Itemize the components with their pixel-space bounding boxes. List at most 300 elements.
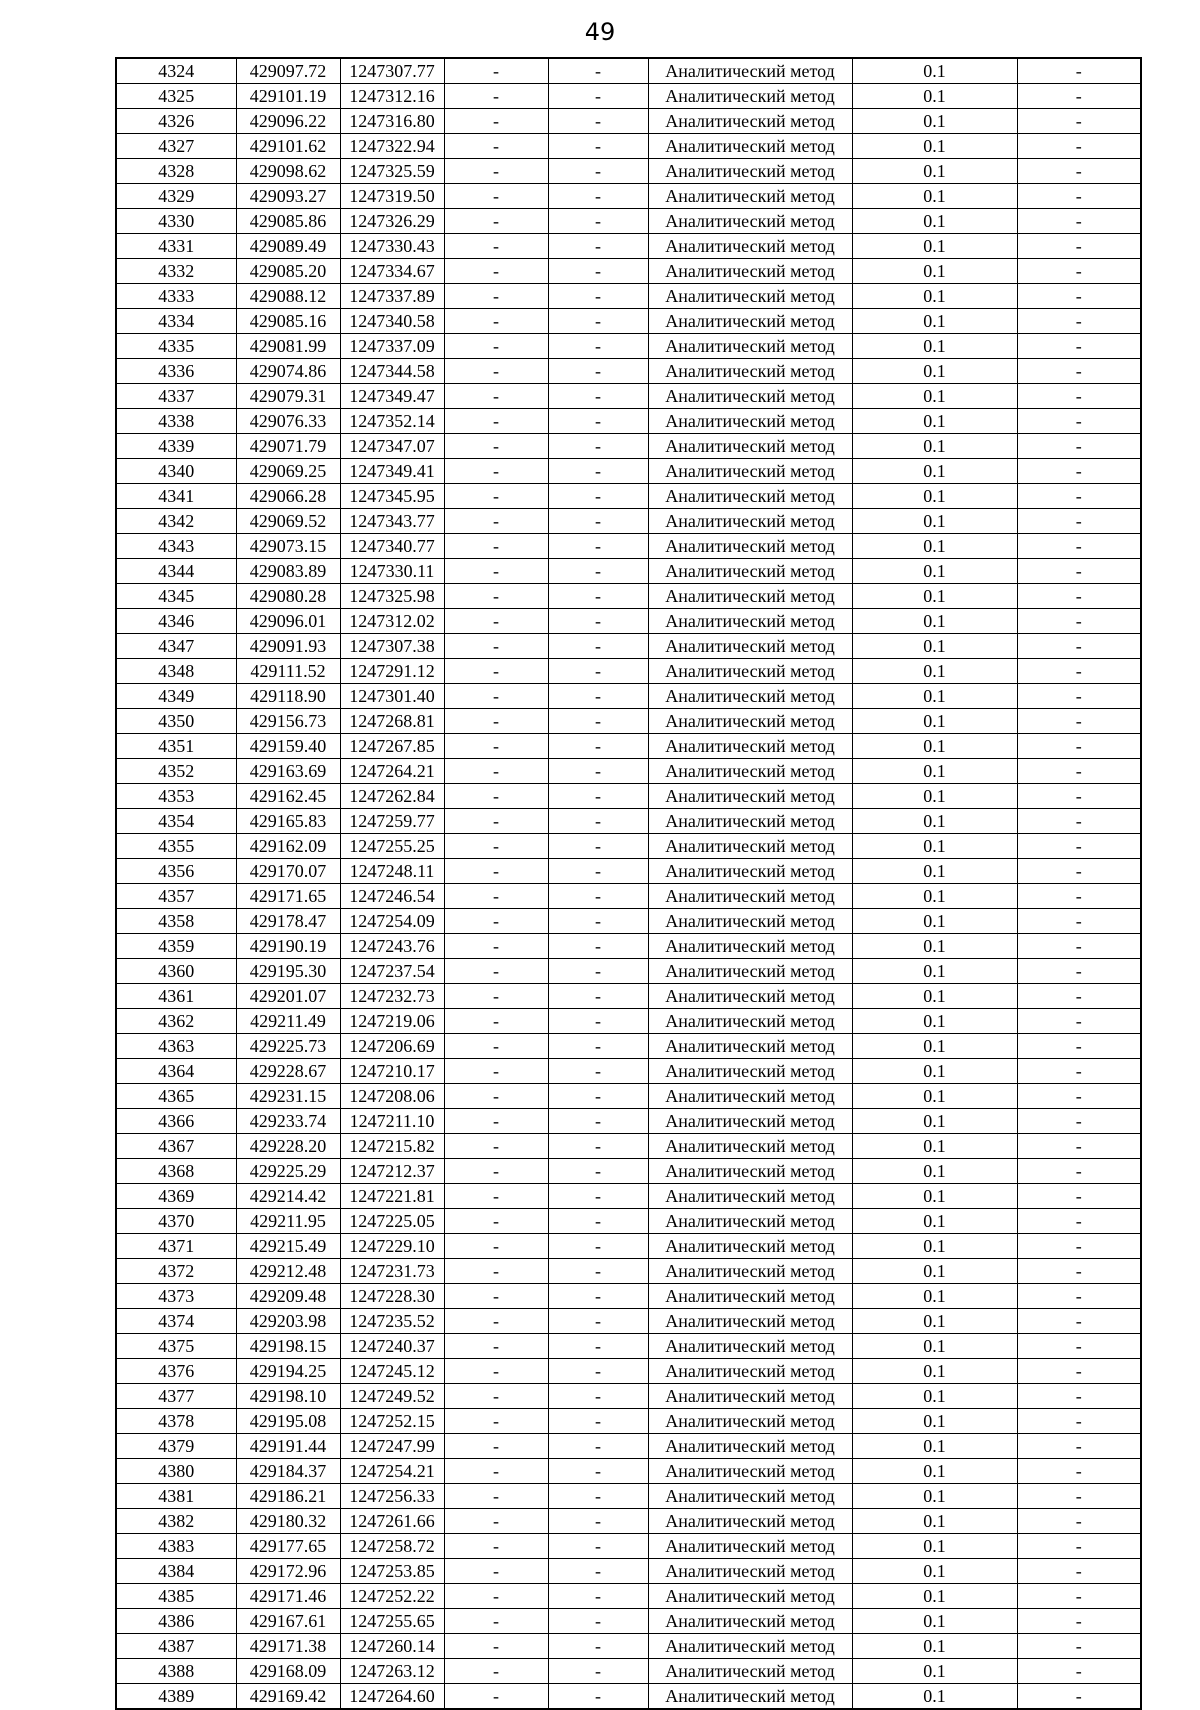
- table-row: [116, 1259, 1141, 1284]
- empty-cell-1: -: [444, 659, 548, 684]
- method-cell: Аналитический метод: [648, 459, 852, 484]
- method-cell: Аналитический метод: [648, 1184, 852, 1209]
- empty-cell-3: -: [1017, 959, 1141, 984]
- point-number-cell: 4326: [116, 109, 236, 134]
- x-coordinate-cell: 429184.37: [236, 1459, 340, 1484]
- y-coordinate-cell: 1247330.43: [340, 234, 444, 259]
- empty-cell-3: -: [1017, 1209, 1141, 1234]
- x-coordinate-cell: 429228.67: [236, 1059, 340, 1084]
- point-number-cell: 4384: [116, 1559, 236, 1584]
- point-number-cell: 4371: [116, 1234, 236, 1259]
- empty-cell-1: -: [444, 1309, 548, 1334]
- point-number-cell: 4349: [116, 684, 236, 709]
- empty-cell-3: -: [1017, 334, 1141, 359]
- table-row: [116, 334, 1141, 359]
- empty-cell-2: -: [548, 58, 648, 84]
- table-row: [116, 884, 1141, 909]
- point-number-cell: 4343: [116, 534, 236, 559]
- accuracy-cell: 0.1: [852, 1659, 1017, 1684]
- empty-cell-1: -: [444, 84, 548, 109]
- empty-cell-2: -: [548, 734, 648, 759]
- accuracy-cell: 0.1: [852, 1684, 1017, 1710]
- accuracy-cell: 0.1: [852, 359, 1017, 384]
- y-coordinate-cell: 1247210.17: [340, 1059, 444, 1084]
- point-number-cell: 4361: [116, 984, 236, 1009]
- table-row: [116, 134, 1141, 159]
- point-number-cell: 4386: [116, 1609, 236, 1634]
- empty-cell-2: -: [548, 1459, 648, 1484]
- empty-cell-2: -: [548, 1359, 648, 1384]
- y-coordinate-cell: 1247243.76: [340, 934, 444, 959]
- x-coordinate-cell: 429194.25: [236, 1359, 340, 1384]
- x-coordinate-cell: 429101.62: [236, 134, 340, 159]
- empty-cell-1: -: [444, 284, 548, 309]
- empty-cell-2: -: [548, 584, 648, 609]
- point-number-cell: 4331: [116, 234, 236, 259]
- empty-cell-2: -: [548, 184, 648, 209]
- y-coordinate-cell: 1247215.82: [340, 1134, 444, 1159]
- empty-cell-1: -: [444, 584, 548, 609]
- empty-cell-1: -: [444, 634, 548, 659]
- y-coordinate-cell: 1247219.06: [340, 1009, 444, 1034]
- accuracy-cell: 0.1: [852, 1609, 1017, 1634]
- empty-cell-1: -: [444, 1284, 548, 1309]
- y-coordinate-cell: 1247352.14: [340, 409, 444, 434]
- point-number-cell: 4334: [116, 309, 236, 334]
- x-coordinate-cell: 429178.47: [236, 909, 340, 934]
- empty-cell-1: -: [444, 1534, 548, 1559]
- empty-cell-1: -: [444, 1109, 548, 1134]
- empty-cell-1: -: [444, 1409, 548, 1434]
- x-coordinate-cell: 429101.19: [236, 84, 340, 109]
- x-coordinate-cell: 429162.45: [236, 784, 340, 809]
- x-coordinate-cell: 429225.73: [236, 1034, 340, 1059]
- x-coordinate-cell: 429159.40: [236, 734, 340, 759]
- accuracy-cell: 0.1: [852, 1109, 1017, 1134]
- method-cell: Аналитический метод: [648, 609, 852, 634]
- point-number-cell: 4348: [116, 659, 236, 684]
- empty-cell-2: -: [548, 1484, 648, 1509]
- table-row: [116, 209, 1141, 234]
- empty-cell-3: -: [1017, 259, 1141, 284]
- empty-cell-3: -: [1017, 184, 1141, 209]
- accuracy-cell: 0.1: [852, 634, 1017, 659]
- y-coordinate-cell: 1247307.38: [340, 634, 444, 659]
- y-coordinate-cell: 1247312.16: [340, 84, 444, 109]
- point-number-cell: 4365: [116, 1084, 236, 1109]
- y-coordinate-cell: 1247259.77: [340, 809, 444, 834]
- x-coordinate-cell: 429233.74: [236, 1109, 340, 1134]
- empty-cell-2: -: [548, 1334, 648, 1359]
- empty-cell-2: -: [548, 1609, 648, 1634]
- empty-cell-2: -: [548, 259, 648, 284]
- empty-cell-3: -: [1017, 159, 1141, 184]
- table-row: [116, 609, 1141, 634]
- x-coordinate-cell: 429168.09: [236, 1659, 340, 1684]
- method-cell: Аналитический метод: [648, 1159, 852, 1184]
- table-row: [116, 1584, 1141, 1609]
- x-coordinate-cell: 429118.90: [236, 684, 340, 709]
- empty-cell-2: -: [548, 1509, 648, 1534]
- x-coordinate-cell: 429215.49: [236, 1234, 340, 1259]
- empty-cell-1: -: [444, 534, 548, 559]
- x-coordinate-cell: 429069.52: [236, 509, 340, 534]
- empty-cell-1: -: [444, 784, 548, 809]
- table-row: [116, 384, 1141, 409]
- y-coordinate-cell: 1247246.54: [340, 884, 444, 909]
- accuracy-cell: 0.1: [852, 784, 1017, 809]
- y-coordinate-cell: 1247319.50: [340, 184, 444, 209]
- method-cell: Аналитический метод: [648, 659, 852, 684]
- empty-cell-2: -: [548, 484, 648, 509]
- empty-cell-2: -: [548, 559, 648, 584]
- table-row: [116, 184, 1141, 209]
- y-coordinate-cell: 1247326.29: [340, 209, 444, 234]
- method-cell: Аналитический метод: [648, 809, 852, 834]
- point-number-cell: 4353: [116, 784, 236, 809]
- accuracy-cell: 0.1: [852, 1159, 1017, 1184]
- table-row: [116, 1309, 1141, 1334]
- table-row: [116, 84, 1141, 109]
- method-cell: Аналитический метод: [648, 984, 852, 1009]
- method-cell: Аналитический метод: [648, 1509, 852, 1534]
- empty-cell-2: -: [548, 1384, 648, 1409]
- empty-cell-2: -: [548, 109, 648, 134]
- accuracy-cell: 0.1: [852, 1309, 1017, 1334]
- method-cell: Аналитический метод: [648, 1259, 852, 1284]
- x-coordinate-cell: 429071.79: [236, 434, 340, 459]
- accuracy-cell: 0.1: [852, 1559, 1017, 1584]
- y-coordinate-cell: 1247231.73: [340, 1259, 444, 1284]
- x-coordinate-cell: 429091.93: [236, 634, 340, 659]
- empty-cell-1: -: [444, 609, 548, 634]
- empty-cell-1: -: [444, 1059, 548, 1084]
- accuracy-cell: 0.1: [852, 384, 1017, 409]
- point-number-cell: 4375: [116, 1334, 236, 1359]
- point-number-cell: 4355: [116, 834, 236, 859]
- coordinates-table: [115, 57, 1142, 1710]
- empty-cell-3: -: [1017, 834, 1141, 859]
- point-number-cell: 4374: [116, 1309, 236, 1334]
- method-cell: Аналитический метод: [648, 1309, 852, 1334]
- point-number-cell: 4328: [116, 159, 236, 184]
- empty-cell-1: -: [444, 1559, 548, 1584]
- point-number-cell: 4358: [116, 909, 236, 934]
- empty-cell-3: -: [1017, 58, 1141, 84]
- y-coordinate-cell: 1247255.65: [340, 1609, 444, 1634]
- method-cell: Аналитический метод: [648, 759, 852, 784]
- y-coordinate-cell: 1247325.98: [340, 584, 444, 609]
- empty-cell-1: -: [444, 759, 548, 784]
- empty-cell-2: -: [548, 1259, 648, 1284]
- point-number-cell: 4346: [116, 609, 236, 634]
- method-cell: Аналитический метод: [648, 1059, 852, 1084]
- y-coordinate-cell: 1247301.40: [340, 684, 444, 709]
- table-row: [116, 1534, 1141, 1559]
- accuracy-cell: 0.1: [852, 959, 1017, 984]
- method-cell: Аналитический метод: [648, 1409, 852, 1434]
- accuracy-cell: 0.1: [852, 1134, 1017, 1159]
- empty-cell-2: -: [548, 909, 648, 934]
- empty-cell-3: -: [1017, 459, 1141, 484]
- x-coordinate-cell: 429171.65: [236, 884, 340, 909]
- method-cell: Аналитический метод: [648, 909, 852, 934]
- accuracy-cell: 0.1: [852, 109, 1017, 134]
- y-coordinate-cell: 1247264.21: [340, 759, 444, 784]
- accuracy-cell: 0.1: [852, 459, 1017, 484]
- empty-cell-1: -: [444, 734, 548, 759]
- point-number-cell: 4354: [116, 809, 236, 834]
- empty-cell-2: -: [548, 934, 648, 959]
- method-cell: Аналитический метод: [648, 1084, 852, 1109]
- x-coordinate-cell: 429162.09: [236, 834, 340, 859]
- empty-cell-1: -: [444, 1184, 548, 1209]
- empty-cell-1: -: [444, 334, 548, 359]
- y-coordinate-cell: 1247247.99: [340, 1434, 444, 1459]
- empty-cell-3: -: [1017, 1384, 1141, 1409]
- point-number-cell: 4335: [116, 334, 236, 359]
- table-row: [116, 1209, 1141, 1234]
- empty-cell-2: -: [548, 1284, 648, 1309]
- method-cell: Аналитический метод: [648, 1459, 852, 1484]
- y-coordinate-cell: 1247206.69: [340, 1034, 444, 1059]
- y-coordinate-cell: 1247225.05: [340, 1209, 444, 1234]
- method-cell: Аналитический метод: [648, 1684, 852, 1710]
- accuracy-cell: 0.1: [852, 584, 1017, 609]
- empty-cell-3: -: [1017, 934, 1141, 959]
- y-coordinate-cell: 1247344.58: [340, 359, 444, 384]
- y-coordinate-cell: 1247232.73: [340, 984, 444, 1009]
- method-cell: Аналитический метод: [648, 1634, 852, 1659]
- accuracy-cell: 0.1: [852, 259, 1017, 284]
- accuracy-cell: 0.1: [852, 1634, 1017, 1659]
- empty-cell-2: -: [548, 284, 648, 309]
- table-row: [116, 434, 1141, 459]
- empty-cell-1: -: [444, 1359, 548, 1384]
- empty-cell-3: -: [1017, 1234, 1141, 1259]
- table-row: [116, 284, 1141, 309]
- y-coordinate-cell: 1247253.85: [340, 1559, 444, 1584]
- accuracy-cell: 0.1: [852, 734, 1017, 759]
- point-number-cell: 4367: [116, 1134, 236, 1159]
- x-coordinate-cell: 429211.95: [236, 1209, 340, 1234]
- empty-cell-3: -: [1017, 784, 1141, 809]
- x-coordinate-cell: 429073.15: [236, 534, 340, 559]
- accuracy-cell: 0.1: [852, 309, 1017, 334]
- empty-cell-2: -: [548, 234, 648, 259]
- empty-cell-2: -: [548, 1209, 648, 1234]
- table-row: [116, 1409, 1141, 1434]
- x-coordinate-cell: 429096.01: [236, 609, 340, 634]
- method-cell: Аналитический метод: [648, 1359, 852, 1384]
- empty-cell-3: -: [1017, 534, 1141, 559]
- point-number-cell: 4340: [116, 459, 236, 484]
- accuracy-cell: 0.1: [852, 1184, 1017, 1209]
- method-cell: Аналитический метод: [648, 859, 852, 884]
- empty-cell-3: -: [1017, 909, 1141, 934]
- empty-cell-2: -: [548, 509, 648, 534]
- empty-cell-3: -: [1017, 809, 1141, 834]
- table-row: [116, 1184, 1141, 1209]
- empty-cell-1: -: [444, 1509, 548, 1534]
- empty-cell-1: -: [444, 234, 548, 259]
- empty-cell-3: -: [1017, 1434, 1141, 1459]
- accuracy-cell: 0.1: [852, 284, 1017, 309]
- accuracy-cell: 0.1: [852, 559, 1017, 584]
- empty-cell-3: -: [1017, 634, 1141, 659]
- empty-cell-2: -: [548, 1009, 648, 1034]
- empty-cell-2: -: [548, 209, 648, 234]
- empty-cell-2: -: [548, 959, 648, 984]
- x-coordinate-cell: 429211.49: [236, 1009, 340, 1034]
- accuracy-cell: 0.1: [852, 1009, 1017, 1034]
- method-cell: Аналитический метод: [648, 584, 852, 609]
- accuracy-cell: 0.1: [852, 134, 1017, 159]
- empty-cell-3: -: [1017, 234, 1141, 259]
- empty-cell-2: -: [548, 459, 648, 484]
- empty-cell-1: -: [444, 1684, 548, 1710]
- method-cell: Аналитический метод: [648, 284, 852, 309]
- method-cell: Аналитический метод: [648, 134, 852, 159]
- empty-cell-3: -: [1017, 709, 1141, 734]
- table-row: [116, 309, 1141, 334]
- empty-cell-3: -: [1017, 859, 1141, 884]
- x-coordinate-cell: 429191.44: [236, 1434, 340, 1459]
- x-coordinate-cell: 429080.28: [236, 584, 340, 609]
- x-coordinate-cell: 429209.48: [236, 1284, 340, 1309]
- y-coordinate-cell: 1247258.72: [340, 1534, 444, 1559]
- accuracy-cell: 0.1: [852, 1584, 1017, 1609]
- y-coordinate-cell: 1247268.81: [340, 709, 444, 734]
- accuracy-cell: 0.1: [852, 1409, 1017, 1434]
- x-coordinate-cell: 429171.46: [236, 1584, 340, 1609]
- y-coordinate-cell: 1247260.14: [340, 1634, 444, 1659]
- empty-cell-2: -: [548, 384, 648, 409]
- empty-cell-2: -: [548, 434, 648, 459]
- empty-cell-3: -: [1017, 1684, 1141, 1710]
- empty-cell-2: -: [548, 1684, 648, 1710]
- table-row: [116, 1459, 1141, 1484]
- accuracy-cell: 0.1: [852, 1384, 1017, 1409]
- method-cell: Аналитический метод: [648, 434, 852, 459]
- point-number-cell: 4379: [116, 1434, 236, 1459]
- y-coordinate-cell: 1247245.12: [340, 1359, 444, 1384]
- accuracy-cell: 0.1: [852, 184, 1017, 209]
- empty-cell-3: -: [1017, 1509, 1141, 1534]
- y-coordinate-cell: 1247291.12: [340, 659, 444, 684]
- table-row: [116, 1559, 1141, 1584]
- method-cell: Аналитический метод: [648, 1609, 852, 1634]
- accuracy-cell: 0.1: [852, 1509, 1017, 1534]
- point-number-cell: 4352: [116, 759, 236, 784]
- accuracy-cell: 0.1: [852, 834, 1017, 859]
- y-coordinate-cell: 1247334.67: [340, 259, 444, 284]
- method-cell: Аналитический метод: [648, 359, 852, 384]
- empty-cell-1: -: [444, 309, 548, 334]
- point-number-cell: 4325: [116, 84, 236, 109]
- empty-cell-1: -: [444, 1334, 548, 1359]
- accuracy-cell: 0.1: [852, 859, 1017, 884]
- table-row: [116, 58, 1141, 84]
- accuracy-cell: 0.1: [852, 1234, 1017, 1259]
- empty-cell-2: -: [548, 334, 648, 359]
- x-coordinate-cell: 429228.20: [236, 1134, 340, 1159]
- table-row: [116, 1034, 1141, 1059]
- y-coordinate-cell: 1247349.47: [340, 384, 444, 409]
- y-coordinate-cell: 1247211.10: [340, 1109, 444, 1134]
- table-row: [116, 634, 1141, 659]
- point-number-cell: 4385: [116, 1584, 236, 1609]
- empty-cell-1: -: [444, 484, 548, 509]
- empty-cell-2: -: [548, 709, 648, 734]
- y-coordinate-cell: 1247267.85: [340, 734, 444, 759]
- empty-cell-1: -: [444, 1009, 548, 1034]
- empty-cell-1: -: [444, 984, 548, 1009]
- empty-cell-3: -: [1017, 1559, 1141, 1584]
- empty-cell-2: -: [548, 1659, 648, 1684]
- x-coordinate-cell: 429201.07: [236, 984, 340, 1009]
- empty-cell-3: -: [1017, 1359, 1141, 1384]
- point-number-cell: 4370: [116, 1209, 236, 1234]
- empty-cell-2: -: [548, 1534, 648, 1559]
- accuracy-cell: 0.1: [852, 159, 1017, 184]
- accuracy-cell: 0.1: [852, 509, 1017, 534]
- x-coordinate-cell: 429231.15: [236, 1084, 340, 1109]
- method-cell: Аналитический метод: [648, 384, 852, 409]
- empty-cell-3: -: [1017, 1459, 1141, 1484]
- table-row: [116, 1684, 1141, 1710]
- table-row: [116, 1359, 1141, 1384]
- x-coordinate-cell: 429083.89: [236, 559, 340, 584]
- method-cell: Аналитический метод: [648, 1584, 852, 1609]
- table-row: [116, 834, 1141, 859]
- y-coordinate-cell: 1247235.52: [340, 1309, 444, 1334]
- point-number-cell: 4342: [116, 509, 236, 534]
- y-coordinate-cell: 1247312.02: [340, 609, 444, 634]
- point-number-cell: 4362: [116, 1009, 236, 1034]
- y-coordinate-cell: 1247322.94: [340, 134, 444, 159]
- point-number-cell: 4382: [116, 1509, 236, 1534]
- accuracy-cell: 0.1: [852, 759, 1017, 784]
- empty-cell-3: -: [1017, 684, 1141, 709]
- method-cell: Аналитический метод: [648, 1209, 852, 1234]
- empty-cell-3: -: [1017, 609, 1141, 634]
- page-number: 49: [584, 18, 616, 46]
- accuracy-cell: 0.1: [852, 684, 1017, 709]
- y-coordinate-cell: 1247229.10: [340, 1234, 444, 1259]
- method-cell: Аналитический метод: [648, 184, 852, 209]
- y-coordinate-cell: 1247212.37: [340, 1159, 444, 1184]
- x-coordinate-cell: 429180.32: [236, 1509, 340, 1534]
- x-coordinate-cell: 429066.28: [236, 484, 340, 509]
- empty-cell-3: -: [1017, 1634, 1141, 1659]
- point-number-cell: 4350: [116, 709, 236, 734]
- table-row: [116, 859, 1141, 884]
- empty-cell-2: -: [548, 984, 648, 1009]
- table-row: [116, 984, 1141, 1009]
- empty-cell-3: -: [1017, 84, 1141, 109]
- empty-cell-2: -: [548, 84, 648, 109]
- empty-cell-2: -: [548, 534, 648, 559]
- empty-cell-2: -: [548, 759, 648, 784]
- empty-cell-3: -: [1017, 1659, 1141, 1684]
- empty-cell-1: -: [444, 1034, 548, 1059]
- point-number-cell: 4344: [116, 559, 236, 584]
- point-number-cell: 4388: [116, 1659, 236, 1684]
- empty-cell-1: -: [444, 1484, 548, 1509]
- empty-cell-2: -: [548, 859, 648, 884]
- point-number-cell: 4387: [116, 1634, 236, 1659]
